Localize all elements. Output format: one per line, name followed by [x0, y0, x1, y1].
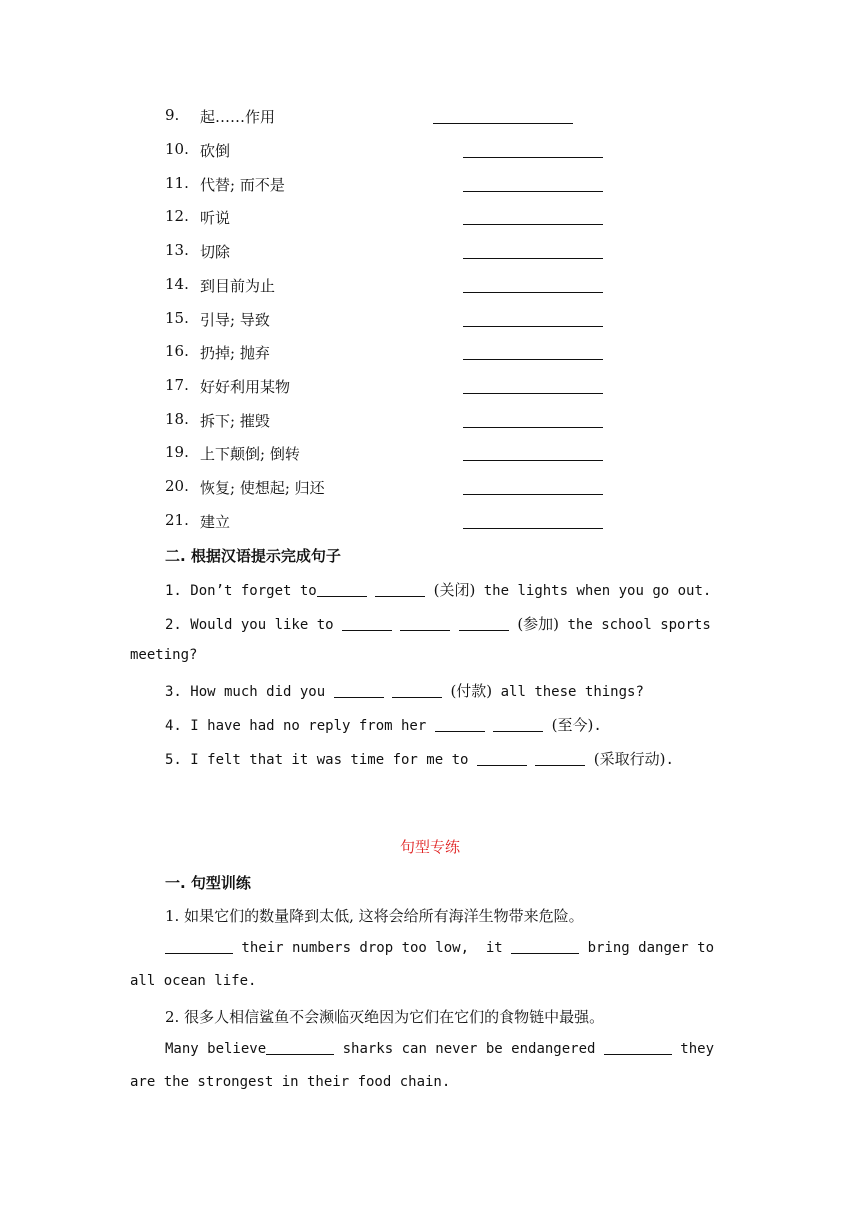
vocab-row-21 [165, 511, 625, 535]
answer-blank[interactable] [463, 157, 603, 158]
answer-blank[interactable] [463, 359, 603, 360]
answer-blank[interactable] [400, 616, 450, 631]
question-1-chinese: 1. 如果它们的数量降到太低, 这将会给所有海洋生物带来危险。 [165, 907, 584, 925]
sentence-text: they [671, 1041, 715, 1057]
section-heading: 二. 根据汉语提示完成句子 [165, 547, 341, 565]
vocab-number: 19. [165, 443, 189, 461]
answer-blank[interactable] [334, 683, 384, 698]
vocab-row-19 [165, 443, 625, 467]
vocab-number: 10. [165, 140, 189, 158]
sentence-text: 4. I have had no reply from her [165, 718, 435, 734]
sentence-text: sharks can never be endangered [334, 1041, 604, 1057]
vocab-chinese: 上下颠倒; 倒转 [200, 445, 300, 463]
hint-text: (至今) [551, 716, 594, 734]
answer-blank[interactable] [535, 751, 585, 766]
answer-blank[interactable] [266, 1040, 334, 1055]
answer-blank[interactable] [317, 582, 367, 597]
vocab-number: 16. [165, 342, 189, 360]
sentence-2-continued: meeting? [130, 647, 198, 663]
vocab-chinese: 起……作用 [200, 108, 276, 126]
vocab-chinese: 代替; 而不是 [200, 176, 285, 194]
vocab-chinese: 切除 [200, 243, 231, 261]
vocab-number: 21. [165, 511, 189, 529]
vocab-chinese: 好好利用某物 [200, 378, 291, 396]
vocab-number: 17. [165, 376, 189, 394]
vocab-number: 12. [165, 207, 189, 225]
sentence-text: Many believe [165, 1041, 267, 1057]
answer-blank[interactable] [392, 683, 442, 698]
hint-text: (参加) [517, 615, 560, 633]
vocab-number: 18. [165, 410, 189, 428]
vocab-chinese: 恢复; 使想起; 归还 [200, 479, 325, 497]
answer-blank[interactable] [463, 427, 603, 428]
sentence-text: the lights when you go out. [475, 583, 712, 599]
sentence-text: 5. I felt that it was time for me to [165, 752, 477, 768]
answer-blank[interactable] [463, 258, 603, 259]
answer-blank[interactable] [511, 939, 579, 954]
question-1-english [165, 939, 714, 956]
sentence-text: 3. How much did you [165, 684, 334, 700]
sentence-text: . [593, 718, 602, 734]
vocab-row-17 [165, 376, 625, 400]
vocab-chinese: 拆下; 摧毁 [200, 412, 270, 430]
answer-blank[interactable] [493, 717, 543, 732]
answer-blank[interactable] [463, 191, 603, 192]
answer-blank[interactable] [435, 717, 485, 732]
vocab-row-9 [165, 106, 625, 130]
hint-text: (付款) [450, 682, 493, 700]
vocab-chinese: 听说 [200, 209, 231, 227]
answer-blank[interactable] [463, 460, 603, 461]
sentence-text: 2. Would you like to [165, 617, 343, 633]
vocab-row-16 [165, 342, 625, 366]
answer-blank[interactable] [604, 1040, 672, 1055]
answer-blank[interactable] [459, 616, 509, 631]
vocab-row-15 [165, 309, 625, 333]
answer-blank[interactable] [375, 582, 425, 597]
vocab-number: 13. [165, 241, 189, 259]
answer-blank[interactable] [477, 751, 527, 766]
answer-blank[interactable] [433, 123, 573, 124]
vocab-row-14 [165, 275, 625, 299]
sentence-text: bring danger to [579, 940, 715, 956]
sentence-2 [165, 613, 731, 634]
vocab-chinese: 建立 [200, 513, 231, 531]
vocab-number: 14. [165, 275, 189, 293]
sentence-3 [165, 680, 644, 701]
vocab-number: 9. [165, 106, 180, 124]
vocab-chinese: 扔掉; 抛弃 [200, 344, 270, 362]
vocab-row-13 [165, 241, 625, 265]
sentence-1 [165, 579, 711, 600]
section-title: 句型专练 [399, 838, 460, 856]
answer-blank[interactable] [463, 326, 603, 327]
answer-blank[interactable] [165, 939, 233, 954]
answer-blank[interactable] [342, 616, 392, 631]
sentence-text: 1. Don’t forget to [165, 583, 317, 599]
vocab-row-18 [165, 410, 625, 434]
vocab-row-12 [165, 207, 625, 231]
answer-blank[interactable] [463, 494, 603, 495]
hint-text: (关闭) [433, 581, 476, 599]
vocab-row-11 [165, 174, 625, 198]
question-2-english-continued: are the strongest in their food chain. [130, 1074, 451, 1090]
vocab-chinese: 砍倒 [200, 142, 231, 160]
question-2-chinese: 2. 很多人相信鲨鱼不会濒临灭绝因为它们在它们的食物链中最强。 [165, 1008, 605, 1026]
vocab-number: 20. [165, 477, 189, 495]
answer-blank[interactable] [463, 292, 603, 293]
sentence-5 [165, 748, 674, 769]
question-2-english [165, 1040, 714, 1057]
vocab-row-20 [165, 477, 625, 501]
vocab-row-10 [165, 140, 625, 164]
question-1-english-continued: all ocean life. [130, 973, 257, 989]
sentence-text: their numbers drop too low, it [233, 940, 512, 956]
hint-text: (采取行动) [593, 750, 666, 768]
sentence-text: . [665, 752, 674, 768]
sentence-text: all these things? [492, 684, 644, 700]
section-heading: 一. 句型训练 [165, 874, 251, 892]
vocab-number: 11. [165, 174, 189, 192]
sentence-text: the school sports [559, 617, 711, 633]
answer-blank[interactable] [463, 528, 603, 529]
sentence-4 [165, 714, 602, 735]
vocab-chinese: 引导; 导致 [200, 311, 270, 329]
vocab-chinese: 到目前为止 [200, 277, 276, 295]
answer-blank[interactable] [463, 393, 603, 394]
answer-blank[interactable] [463, 224, 603, 225]
vocab-number: 15. [165, 309, 189, 327]
